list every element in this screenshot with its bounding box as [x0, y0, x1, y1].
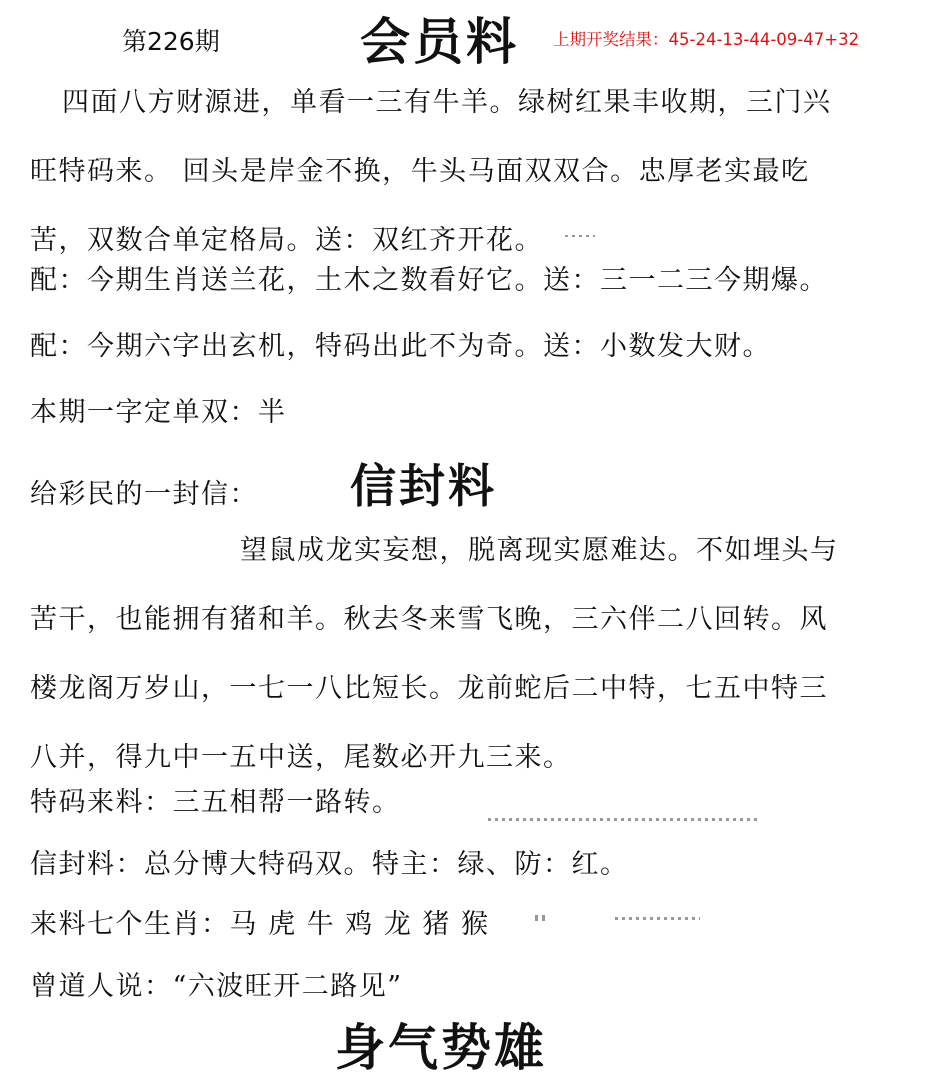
poem-line: 四面八方财源进，单看一三有牛羊。绿树红果丰收期，三门兴 [62, 87, 832, 118]
scan-noise [488, 818, 758, 821]
page-title: 会员料 [360, 12, 519, 71]
pairing-line-1: 配：今期生肖送兰花，土木之数看好它。送：三一二三今期爆。 [30, 265, 828, 296]
last-draw-result: 上期开奖结果：45-24-13-44-09-47+32 [553, 30, 860, 49]
pairing-line-2: 配：今期六字出玄机，特码出此不为奇。送：小数发大财。 [30, 331, 771, 362]
odd-even-line: 本期一字定单双：半 [30, 397, 287, 428]
poem-line: 苦干，也能拥有猪和羊。秋去冬来雪飞晚，三六伴二八回转。风 [30, 604, 828, 635]
section-title-letter: 信封料 [350, 459, 497, 513]
poem-line: 苦，双数合单定格局。送：双红齐开花。 [30, 225, 543, 256]
issue-number: 第226期 [122, 27, 220, 56]
poem-line: 八并，得九中一五中送，尾数必开九三来。 [30, 742, 572, 773]
letter-label: 给彩民的一封信： [30, 479, 258, 510]
poem-line: 楼龙阁万岁山，一七一八比短长。龙前蛇后二中特，七五中特三 [30, 673, 828, 704]
scan-noise [535, 915, 545, 921]
poem-line: 望鼠成龙实妄想，脱离现实愿难达。不如埋头与 [240, 535, 839, 566]
scan-noise [615, 917, 700, 920]
poem-block-2 [30, 516, 900, 792]
envelope-line: 信封料：总分博大特码双。特主：绿、防：红。 [30, 849, 629, 880]
seven-zodiac-line: 来料七个生肖：马 虎 牛 鸡 龙 猪 猴 [30, 909, 490, 940]
poem-line: 旺特码来。 回头是岸金不换，牛头马面双双合。忠厚老实最吃 [30, 156, 810, 187]
poem-block-1 [30, 68, 900, 275]
special-code-line: 特码来料：三五相帮一路转。 [30, 787, 401, 818]
scan-noise [565, 235, 595, 237]
footer-title: 身气势雄 [335, 1018, 547, 1077]
quote-line: 曾道人说：“六波旺开二路见” [30, 971, 403, 1002]
